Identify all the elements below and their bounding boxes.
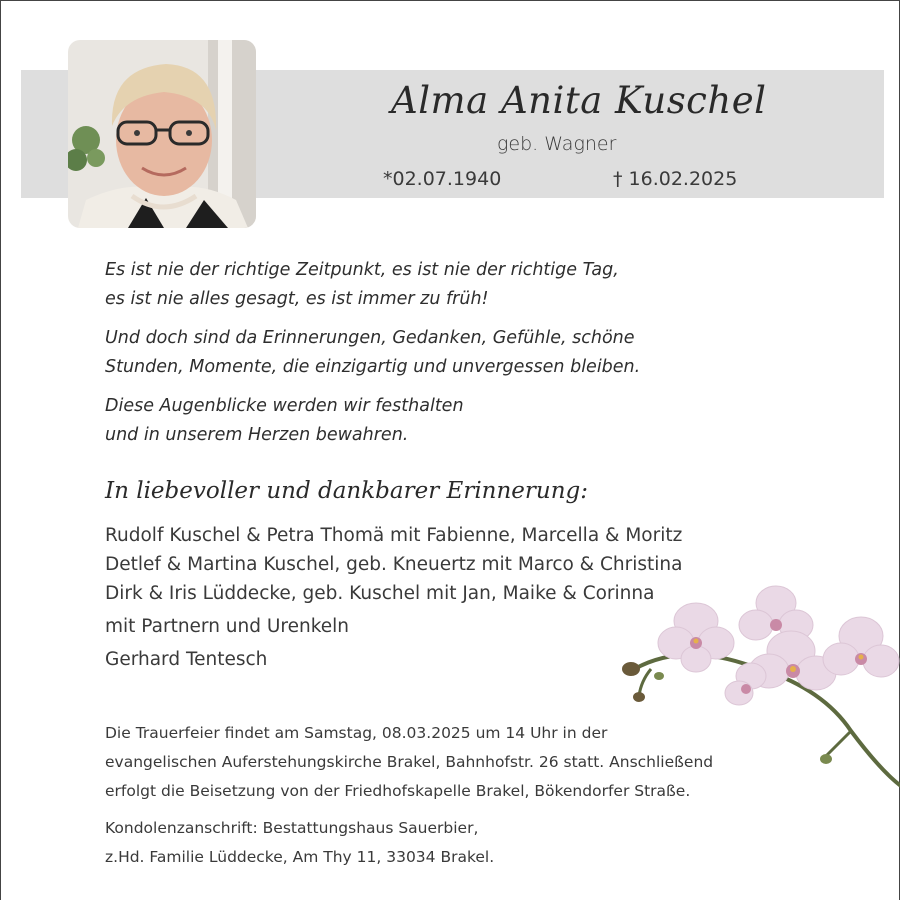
remembrance-heading: In liebevoller und dankbarer Erinnerung: xyxy=(105,478,588,504)
poem-stanza xyxy=(105,392,705,450)
poem-line: Diese Augenblicke werden wir festhalten xyxy=(105,396,464,416)
birth-date: *02.07.1940 xyxy=(383,168,502,190)
family-line: mit Partnern und Urenkeln xyxy=(105,616,350,637)
poem-stanza xyxy=(105,324,705,382)
poem-line: Und doch sind da Erinnerungen, Gedanken, Gefühle, schöne xyxy=(105,328,635,348)
info-line: Die Trauerfeier findet am Samstag, 08.03.2025 um 14 Uhr in der xyxy=(105,724,608,742)
deceased-name: Alma Anita Kuschel xyxy=(391,79,767,122)
poem xyxy=(105,256,705,460)
info-line: erfolgt die Beisetzung von der Friedhofskapelle Brakel, Bökendorfer Straße. xyxy=(105,782,691,800)
death-date: † 16.02.2025 xyxy=(613,168,738,190)
poem-line: es ist nie alles gesagt, es ist immer zu früh! xyxy=(105,289,489,309)
orchid-decoration xyxy=(611,581,900,831)
condolence-line: z.Hd. Familie Lüddecke, Am Thy 11, 33034 Brakel. xyxy=(105,848,495,866)
portrait-photo xyxy=(68,40,256,228)
poem-stanza xyxy=(105,256,705,314)
family-line: Dirk & Iris Lüddecke, geb. Kuschel mit Jan, Maike & Corinna xyxy=(105,583,655,604)
family-line: Detlef & Martina Kuschel, geb. Kneuertz mit Marco & Christina xyxy=(105,554,683,575)
info-line: evangelischen Auferstehungskirche Brakel, Bahnhofstr. 26 statt. Anschließend xyxy=(105,753,714,771)
family-line: Rudolf Kuschel & Petra Thomä mit Fabienne, Marcella & Moritz xyxy=(105,525,683,546)
poem-line: Stunden, Momente, die einzigartig und unvergessen bleiben. xyxy=(105,357,641,377)
poem-line: und in unserem Herzen bewahren. xyxy=(105,425,409,445)
family-line: Gerhard Tentesch xyxy=(105,649,268,670)
maiden-name: geb. Wagner xyxy=(497,133,617,155)
condolence-line: Kondolenzanschrift: Bestattungshaus Sauerbier, xyxy=(105,819,479,837)
poem-line: Es ist nie der richtige Zeitpunkt, es ist nie der richtige Tag, xyxy=(105,260,619,280)
